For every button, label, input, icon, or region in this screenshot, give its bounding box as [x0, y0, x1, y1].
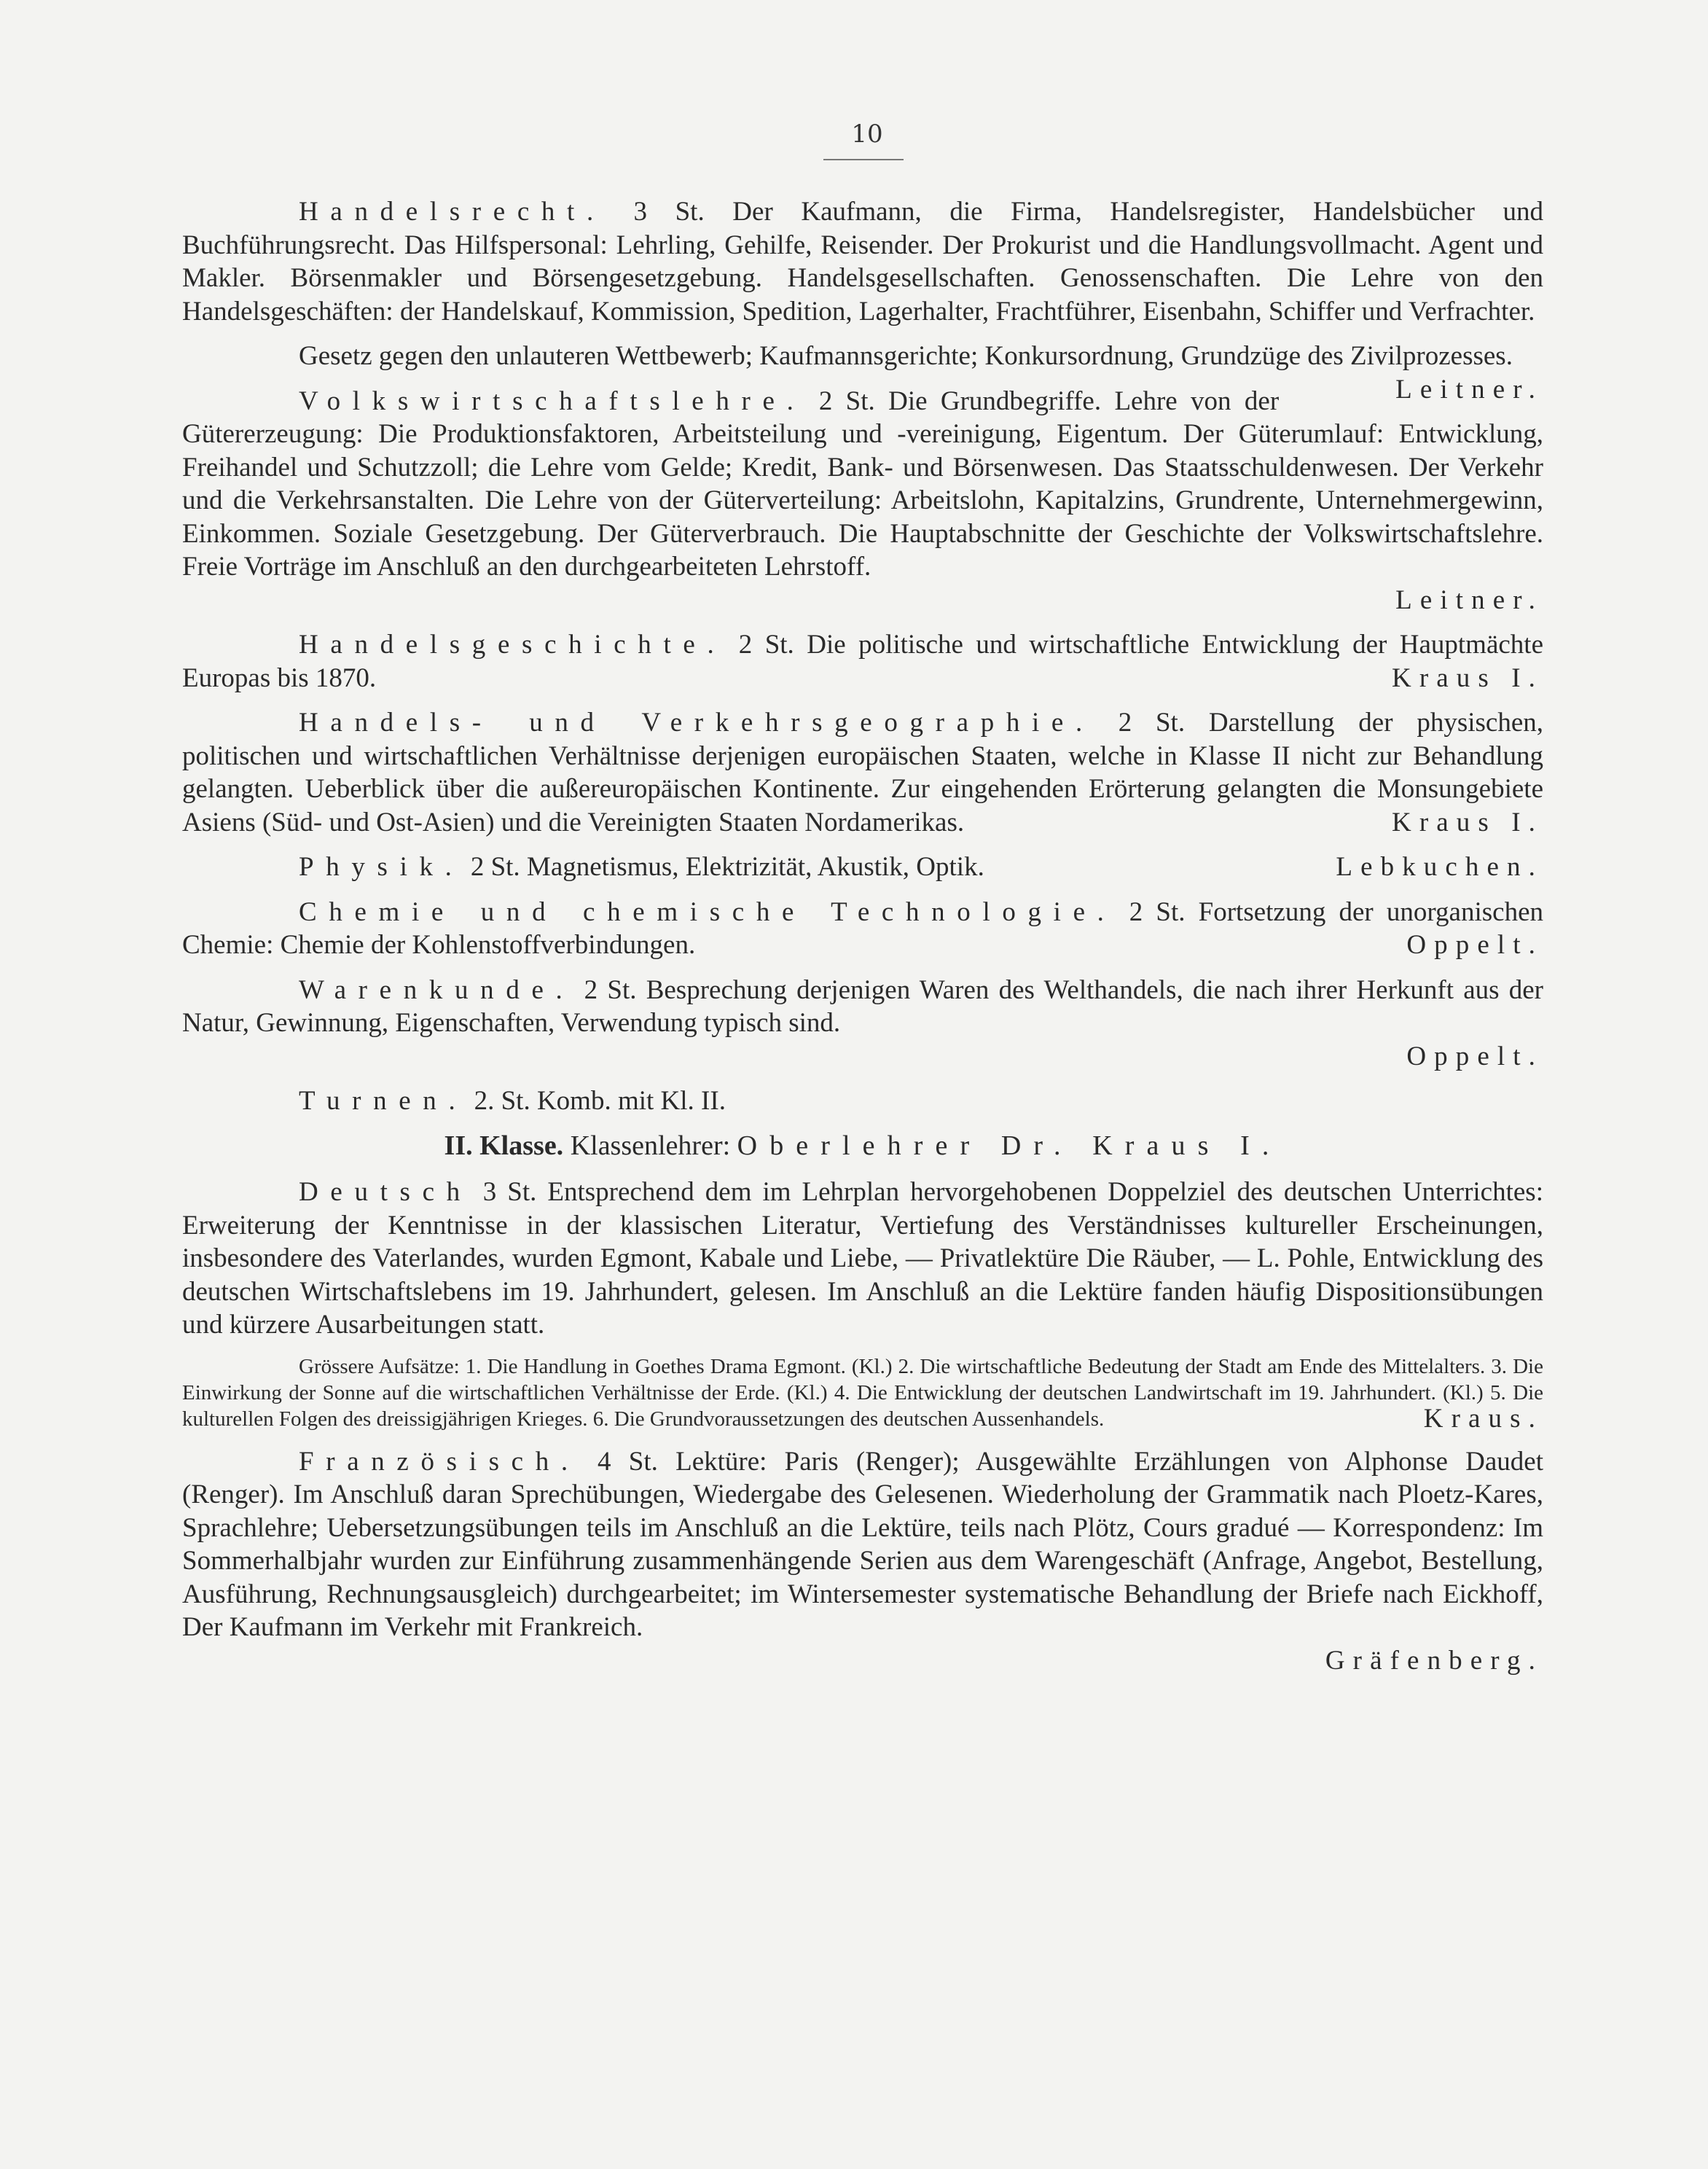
section-text: 3 St. Der Kaufmann, die Firma, Handelsregister, Handelsbücher und Buchführungsrecht. Das Hilfspersonal: Lehrling, Gehilfe, Reisender. Der Prokurist und die Handlungsvollmacht. Agent und Makler. Börsenmakler und Börsengesetzgebung. Handelsgesellschaften. Genossenschaften. Die Lehre von den Handelsgeschäften: der Handelskauf, Kommission, Spedition, Lagerhalter, Frachtführer, Eisenbahn, Schiffer und Verfrachter.	[182, 197, 1543, 327]
section-title: Volkswirtschaftslehre.	[299, 386, 806, 416]
class-heading	[182, 1130, 1543, 1163]
section-text: 3 St. Entsprechend dem im Lehrplan hervorgehobenen Doppelziel des deutschen Unterrichtes: Erweiterung der Kenntnisse in der klassischen Literatur, Vertiefung des Verständnisses kultureller Erscheinungen, insbesondere des Vaterlandes, wurden Egmont, Kabale und Liebe, — Privatlektüre Die Räuber, — L. Pohle, Entwicklung des deutschen Wirtschaftslebens im 19. Jahrhundert, gelesen. Im Anschluß an die Lektüre fanden häufig Dispositionsübungen und kürzere Ausarbeitungen statt.	[182, 1177, 1543, 1340]
teacher-name: Leitner.	[1395, 374, 1543, 405]
section-franzoesisch	[182, 1445, 1543, 1678]
teacher-name: Kraus.	[1423, 1403, 1543, 1434]
section-handelsrecht	[182, 195, 1543, 328]
section-text: 2. St. Komb. mit Kl. II.	[467, 1086, 726, 1116]
section-chemie	[182, 896, 1543, 962]
section-physik	[182, 851, 1543, 884]
page-number: 10	[851, 120, 883, 149]
teacher-name: Kraus I.	[1392, 807, 1543, 837]
section-turnen	[182, 1084, 1543, 1118]
section-handelsgeschichte	[182, 628, 1543, 695]
section-title: Handelsgeschichte.	[299, 630, 726, 660]
aufsaetze-text: Grössere Aufsätze: 1. Die Handlung in Goethes Drama Egmont. (Kl.) 2. Die wirtschaftliche Bedeutung der Stadt am Ende des Mittelalters. 3. Die Einwirkung der Sonne auf die wirtschaftlichen Verhältnisse der Erde. (Kl.) 4. Die Entwicklung der deutschen Landwirtschaft im 19. Jahrhundert. (Kl.) 5. Die kulturellen Folgen des dreissigjährigen Krieges. 6. Die Grundvoraussetzungen des deutschen Aussenhandels.	[182, 1354, 1543, 1431]
section-title: Chemie und chemische Technologie.	[299, 896, 1116, 927]
teacher-name: Oppelt.	[1406, 1041, 1543, 1071]
section-deutsch-aufsaetze	[182, 1353, 1543, 1432]
section-title: Turnen.	[299, 1086, 468, 1116]
section-text: 2 St. Darstellung der physischen, politischen und wirtschaftlichen Verhältnisse derjenigen europäischen Staaten, welche in Klasse II nicht zur Behandlung gelangten. Ueberblick über die außereuropäischen Kontinente. Zur eingehenden Erörterung gelangten die Monsungebiete Asiens (Süd- und Ost-Asien) und die Vereinigten Staaten Nordamerikas.	[182, 708, 1543, 837]
section-title: Warenkunde.	[299, 974, 575, 1005]
document-body	[182, 195, 1543, 1689]
teacher-name: Leitner.	[1395, 585, 1543, 615]
section-title: Handelsrecht.	[299, 197, 606, 227]
section-text: 2 St. Fortsetzung der unorganischen Chemie: Chemie der Kohlenstoffverbindungen.	[182, 896, 1544, 960]
section-volkswirtschaftslehre	[182, 385, 1543, 617]
section-title: Deutsch	[299, 1177, 472, 1207]
section-title: Physik.	[299, 852, 464, 882]
section-text: 2 St. Die Grundbegriffe. Lehre von der Gütererzeugung: Die Produktionsfaktoren, Arbeitsteilung und -vereinigung, Eigentum. Der Güterumlauf: Entwicklung, Freihandel und Schutzzoll; die Lehre vom Gelde; Kredit, Bank- und Börsenwesen. Das Staatsschuldenwesen. Der Verkehr und die Verkehrsanstalten. Die Lehre von der Güterverteilung: Arbeitslohn, Kapitalzins, Grundrente, Unternehmergewinn, Einkommen. Soziale Gesetzgebung. Der Güterverbrauch. Die Hauptabschnitte der Geschichte der Volkswirtschaftslehre. Freie Vorträge im Anschluß an den durchgearbeiteten Lehrstoff.	[182, 386, 1543, 582]
section-text: Gesetz gegen den unlauteren Wettbewerb; Kaufmannsgerichte; Konkursordnung, Grundzüge des Zivilprozesses.	[299, 341, 1513, 371]
section-text: 2 St. Die politische und wirtschaftliche Entwicklung der Hauptmächte Europas bis 1870.	[182, 630, 1543, 693]
class-teacher-prefix: Klassenlehrer:	[570, 1130, 731, 1161]
teacher-name: Lebkuchen.	[1336, 852, 1543, 882]
section-text: 2 St. Besprechung derjenigen Waren des Welthandels, die nach ihrer Herkunft aus der Natur, Gewinnung, Eigenschaften, Verwendung typisch sind.	[182, 974, 1543, 1038]
section-title: Handels- und Verkehrsgeographie.	[299, 708, 1094, 738]
section-text: 4 St. Lektüre: Paris (Renger); Ausgewählte Erzählungen von Alphonse Daudet (Renger). Im Anschluß daran Sprechübungen, Wiedergabe des Gelesenen. Wiederholung der Grammatik nach Ploetz-Kares, Sprachlehre; Uebersetzungsübungen teils im Anschluß an die Lektüre, teils nach Plötz, Cours gradué — Korrespondenz: Im Sommerhalbjahr wurden zur Einführung zusammenhängende Serien aus dem Warengeschäft (Anfrage, Angebot, Bestellung, Ausführung, Rechnungsausgleich) durchgearbeitet; im Wintersemester systematische Behandlung der Briefe nach Eickhoff, Der Kaufmann im Verkehr mit Frankreich.	[182, 1446, 1543, 1642]
section-title: Französisch.	[299, 1446, 580, 1477]
teacher-name: Kraus I.	[1392, 663, 1543, 693]
page-number-rule	[823, 159, 904, 160]
teacher-name: Gräfenberg.	[1325, 1645, 1543, 1676]
section-warenkunde	[182, 974, 1543, 1074]
teacher-name: Oppelt.	[1406, 930, 1543, 960]
class-label: Klasse.	[479, 1130, 564, 1161]
section-geographie	[182, 706, 1543, 839]
class-number: II.	[444, 1130, 473, 1161]
section-text: 2 St. Magnetismus, Elektrizität, Akustik, Optik.	[463, 852, 984, 882]
class-teacher: Oberlehrer Dr. Kraus I.	[737, 1130, 1282, 1161]
section-deutsch	[182, 1176, 1543, 1342]
